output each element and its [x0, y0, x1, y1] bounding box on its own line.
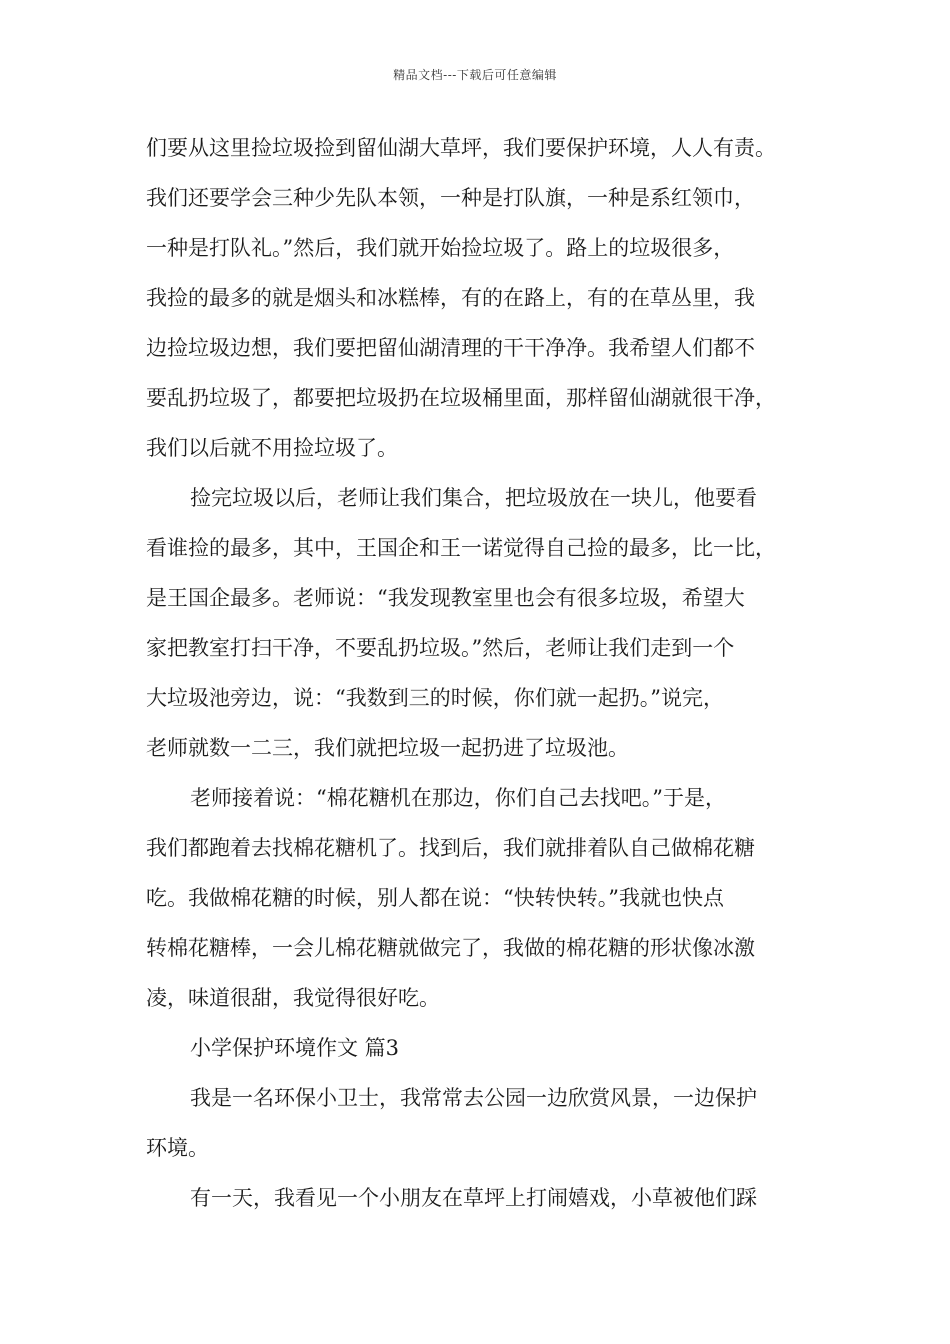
text-line-16 [0, 883, 950, 913]
text-line-7 [0, 433, 950, 463]
text-line-content: 是王国企最多。老师说：“我发现教室里也会有很多垃圾，希望大 [146, 586, 745, 610]
text-line-2 [0, 183, 950, 213]
text-line-4 [0, 283, 950, 313]
text-line-18 [0, 983, 950, 1013]
text-line-10 [0, 583, 950, 613]
text-line-content: 家把教室打扫干净，不要乱扔垃圾。”然后，老师让我们走到一个 [146, 636, 735, 660]
text-line-content: 吃。我做棉花糖的时候，别人都在说：“快转快转。”我就也快点 [146, 886, 724, 910]
text-line-1 [0, 133, 950, 163]
text-line-5 [0, 333, 950, 363]
text-line-content: 看谁捡的最多，其中，王国企和王一诺觉得自己捡的最多，比一比， [146, 536, 776, 560]
text-line-content: 老师接着说：“棉花糖机在那边，你们自己去找吧。”于是， [190, 786, 726, 810]
text-line-12 [0, 683, 950, 713]
text-line-21 [0, 1133, 950, 1163]
text-line-11 [0, 633, 950, 663]
text-line-17 [0, 933, 950, 963]
text-line-content: 大垃圾池旁边，说：“我数到三的时候，你们就一起扔。”说完， [146, 686, 724, 710]
text-line-content: 我是一名环保小卫士，我常常去公园一边欣赏风景，一边保护 [190, 1086, 757, 1110]
text-line-content: 环境。 [146, 1136, 209, 1160]
text-line-13 [0, 733, 950, 763]
text-line-content: 转棉花糖棒，一会儿棉花糖就做完了，我做的棉花糖的形状像冰激 [146, 936, 755, 960]
text-line-content: 我们还要学会三种少先队本领，一种是打队旗，一种是系红领巾， [146, 186, 755, 210]
text-line-content: 我们以后就不用捡垃圾了。 [146, 436, 398, 460]
text-line-content: 老师就数一二三，我们就把垃圾一起扔进了垃圾池。 [146, 736, 629, 760]
text-line-14 [0, 783, 950, 813]
text-line-content: 我捡的最多的就是烟头和冰糕棒，有的在路上，有的在草丛里，我 [146, 286, 755, 310]
text-line-6 [0, 383, 950, 413]
text-line-content: 有一天，我看见一个小朋友在草坪上打闹嬉戏，小草被他们踩 [190, 1186, 757, 1210]
text-line-content: 要乱扔垃圾了，都要把垃圾扔在垃圾桶里面，那样留仙湖就很干净， [146, 386, 776, 410]
text-line-content: 小学保护环境作文 篇3 [190, 1036, 400, 1060]
text-line-20 [0, 1083, 950, 1113]
text-line-content: 们要从这里捡垃圾捡到留仙湖大草坪，我们要保护环境，人人有责。 [146, 136, 776, 160]
text-line-9 [0, 533, 950, 563]
text-line-content: 我们都跑着去找棉花糖机了。找到后，我们就排着队自己做棉花糖 [146, 836, 755, 860]
text-line-content: 捡完垃圾以后，老师让我们集合，把垃圾放在一块儿，他要看 [190, 486, 757, 510]
text-line-content: 一种是打队礼。”然后，我们就开始捡垃圾了。路上的垃圾很多， [146, 236, 735, 260]
text-line-15 [0, 833, 950, 863]
text-line-22 [0, 1183, 950, 1213]
text-line-3 [0, 233, 950, 263]
text-line-content: 边捡垃圾边想，我们要把留仙湖清理的干干净净。我希望人们都不 [146, 336, 755, 360]
text-line-8 [0, 483, 950, 513]
section-heading [0, 1033, 950, 1063]
text-line-content: 凌，味道很甜，我觉得很好吃。 [146, 986, 440, 1010]
page-header: 精品文档---下载后可任意编辑 [393, 68, 557, 82]
